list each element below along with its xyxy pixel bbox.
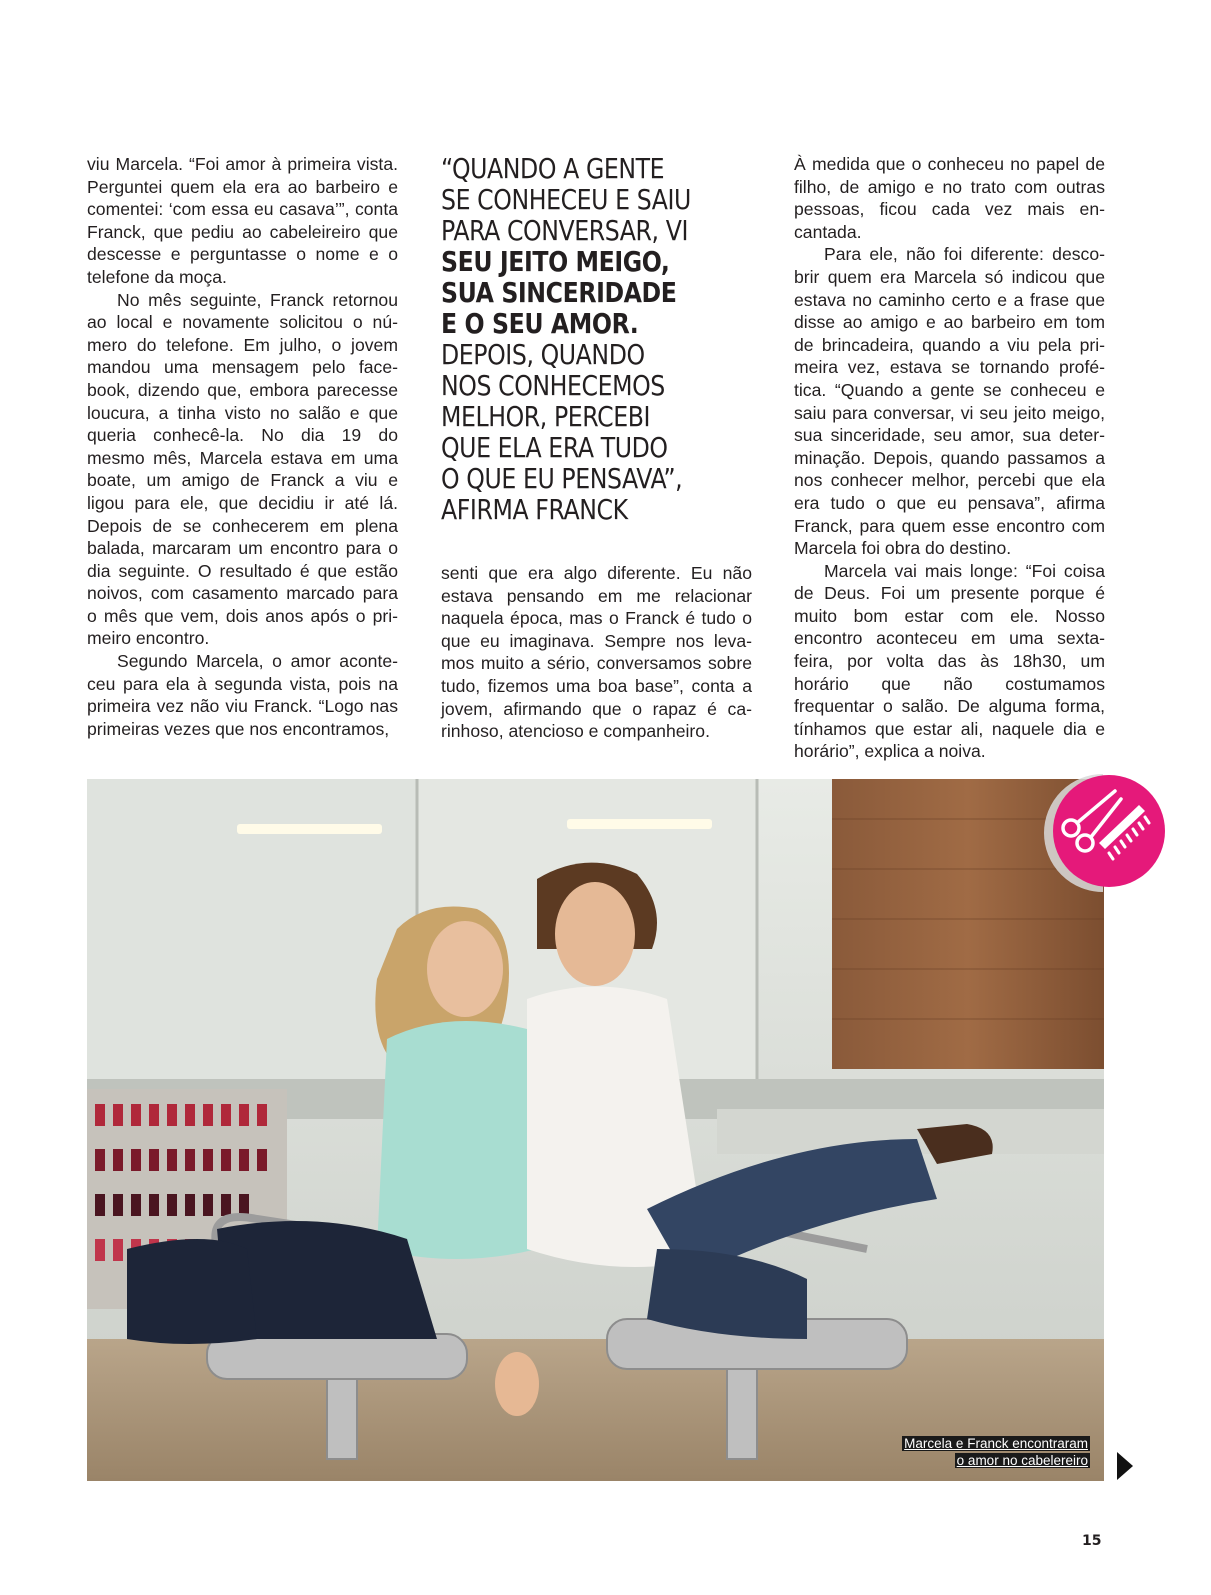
- badge-circle: [1053, 775, 1165, 887]
- pull-quote-line-bold: SEU JEITO MEIGO,: [441, 246, 670, 278]
- pull-quote-line: QUE ELA ERA TUDO: [441, 432, 668, 464]
- caption-line: o amor no cabelereiro: [956, 1453, 1088, 1468]
- pull-quote-line: PARA CONVERSAR, VI: [441, 215, 688, 247]
- photo-caption: [860, 1435, 1090, 1469]
- paragraph: Para ele, não foi diferente: descobrir quem era Marcela só indicou que estava no caminho certo e a frase que disse ao amigo e ao barbeiro em tom de brincadeira, quando a viu pela primeira vez, estava se tornando profética. “Quando a gente se conheceu e saiu para conversar, vi seu jeito meigo, sua sinceridade, seu amor, sua determinação. Depois, quando passamos a nos conhecer melhor, percebi que ela era tudo o que eu pensava”, afirma Franck, para quem esse encontro com Marcela foi obra do destino.: [794, 244, 1105, 559]
- pull-quote: [441, 154, 716, 526]
- pull-quote-line: DEPOIS, QUANDO: [441, 339, 645, 371]
- page-number: 15: [1082, 1533, 1102, 1549]
- pull-quote-line: AFIRMA FRANCK: [441, 494, 628, 526]
- badge: [1033, 773, 1173, 893]
- paragraph: No mês seguinte, Franck retornou ao local e novamente solicitou o número do telefone. Em julho, o jovem mandou uma mensagem pelo facebook, dizendo que, embora parecesse loucura, a tinha visto no salão e que queria conhecê-la. No dia 19 do mesmo mês, Marcela estava em uma boate, um amigo de Franck a viu e ligou para ele, que decidiu ir até lá. Depois de se conhecerem em plena balada, marcaram um encontro para o dia seguinte. O resultado é que estão noivos, com casamento marcado para o mês que vem, dois anos após o primeiro encontro.: [87, 289, 398, 649]
- pull-quote-line: SE CONHECEU E SAIU: [441, 184, 691, 216]
- paragraph: senti que era algo diferente. Eu não estava pensando em me relacionar naquela época, mas o Franck é tudo o que eu imaginava. Sempre nos levamos muito a sério, conversamos sobre tudo, fizemos uma boa base”, conta a jovem, afirmando que o rapaz é carinhoso, atencioso e companheiro.: [441, 563, 752, 742]
- paragraph: Segundo Marcela, o amor aconteceu para ela à segunda vista, pois na primeira vez não viu Franck. “Logo nas primeiras vezes que nos encontramos,: [87, 651, 398, 739]
- paragraph: viu Marcela. “Foi amor à primeira vista. Perguntei quem ela era ao barbeiro e comentei: ‘com essa eu casava’”, conta Franck, que pediu ao cabeleireiro que descesse e perguntasse o nome e o telefone da moça.: [87, 154, 398, 287]
- article-column-left: [87, 153, 398, 740]
- pull-quote-line: O QUE EU PENSAVA”,: [441, 463, 683, 495]
- paragraph: À medida que o conheceu no papel de filho, de amigo e no trato com outras pessoas, ficou cada vez mais encantada.: [794, 154, 1105, 242]
- pull-quote-line: “QUANDO A GENTE: [441, 153, 665, 185]
- article-column-middle: [441, 562, 752, 743]
- pull-quote-line-bold: SUA SINCERIDADE: [441, 277, 677, 309]
- couple-salon-photo: [87, 779, 1104, 1481]
- pull-quote-line: MELHOR, PERCEBI: [441, 401, 651, 433]
- pull-quote-line-bold: E O SEU AMOR.: [441, 308, 639, 340]
- article-column-right: [794, 153, 1105, 763]
- caption-line: Marcela e Franck encontraram: [904, 1436, 1088, 1451]
- pull-quote-line: NOS CONHECEMOS: [441, 370, 665, 402]
- paragraph: Marcela vai mais longe: “Foi coisa de Deus. Foi um presente porque é muito bom estar com ele. Nosso encontro aconteceu em uma sexta-feira, por volta das às 18h30, um horário que não costumamos frequentar o salão. De alguma forma, tínhamos que estar ali, naquele dia e horário”, explica a noiva.: [794, 560, 1105, 762]
- arrow-right-icon: [1117, 1452, 1133, 1480]
